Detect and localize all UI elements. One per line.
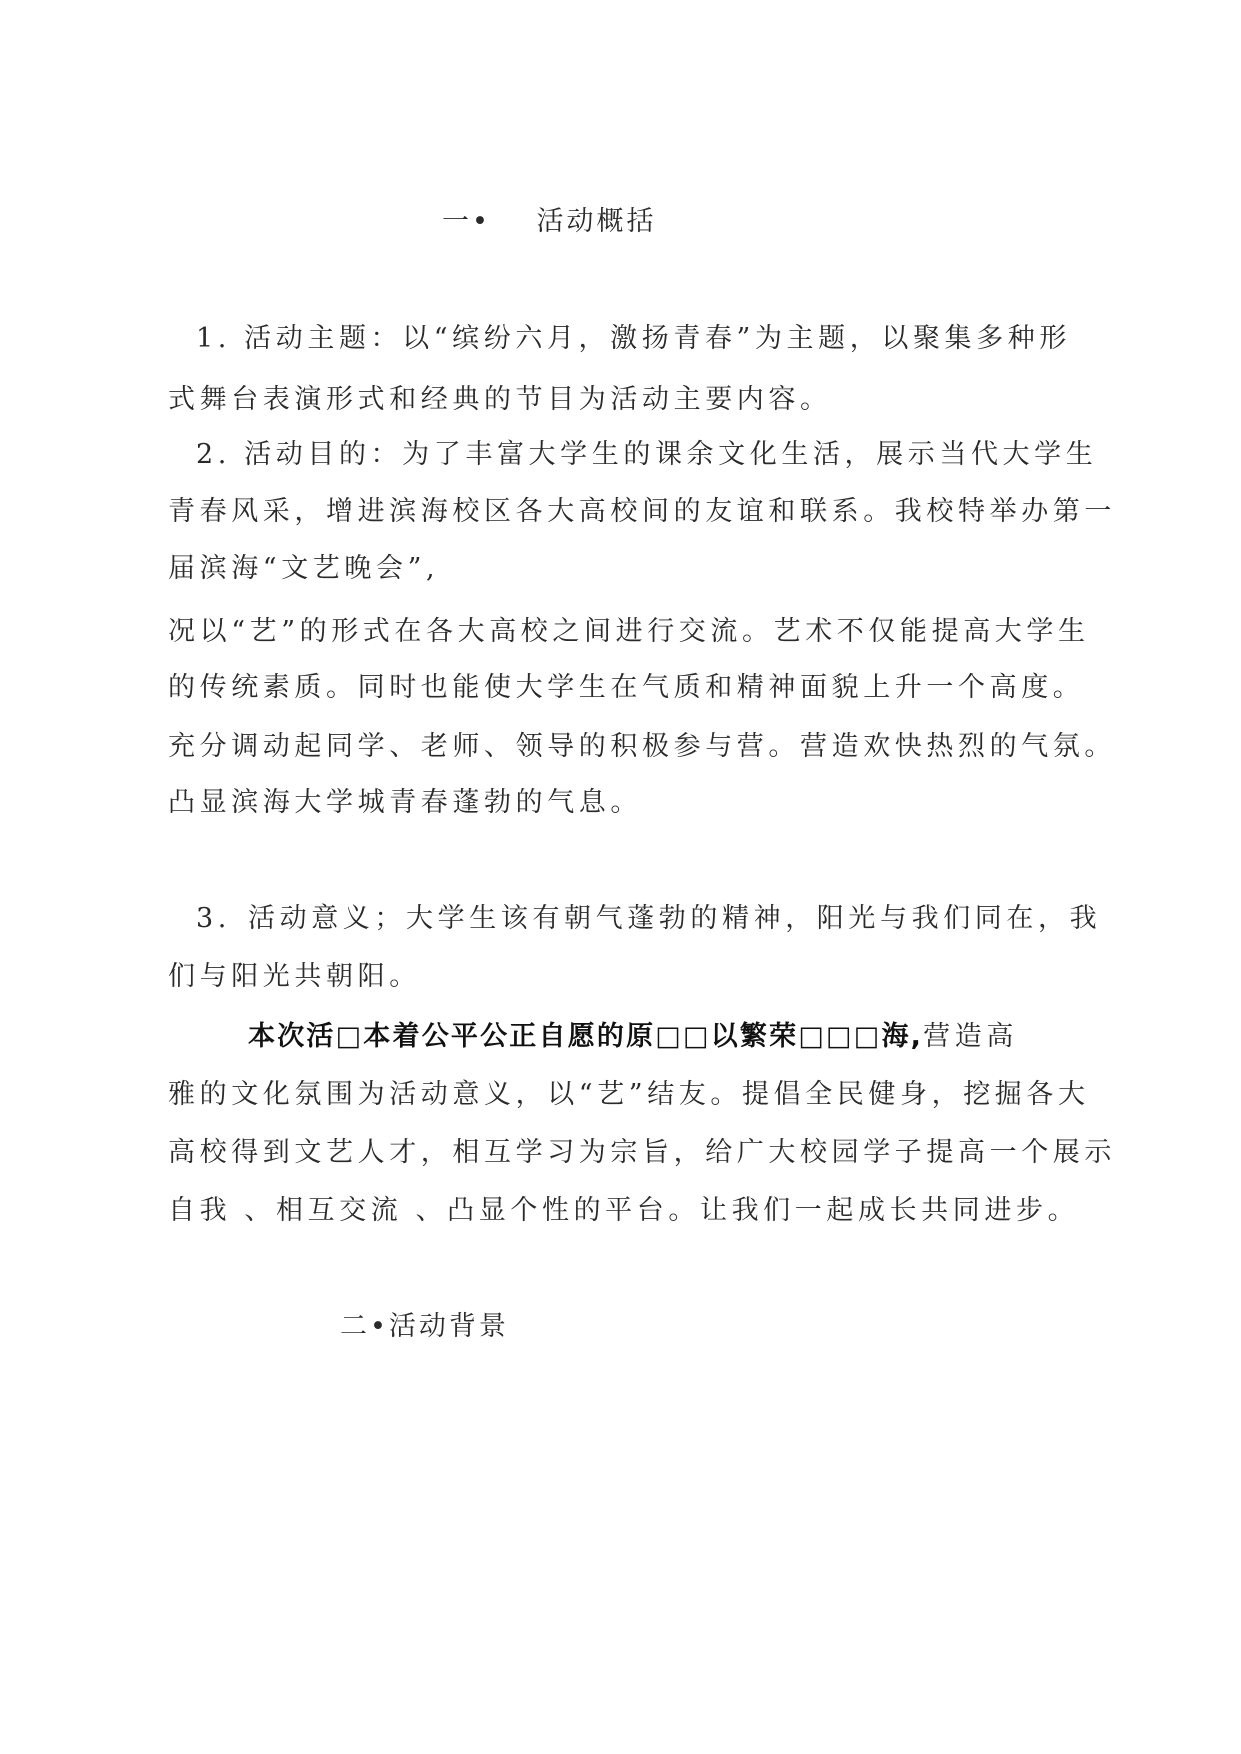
- item2-line: 凸显滨海大学城青春蓬勃的气息。: [168, 787, 642, 818]
- paragraph-line: 雅的文化氛围为活动意义，以“艺”结友。提倡全民健身，挖掘各大: [168, 1079, 1090, 1110]
- paragraph-text: 营造高: [923, 1021, 1018, 1052]
- section-number: 一•: [442, 206, 491, 237]
- item1-line: 1. 活动主题：以“缤纷六月，激扬青春”为主题，以聚集多种形: [196, 323, 1071, 354]
- item2-line: 届滨海“文艺晚会”,: [168, 553, 440, 584]
- item2-line: 青春风采，增进滨海校区各大高校间的友谊和联系。我校特举办第一: [168, 496, 1116, 527]
- paragraph-line: [248, 1020, 1018, 1054]
- item2-line: 况以“艺”的形式在各大高校之间进行交流。艺术不仅能提高大学生: [168, 616, 1090, 647]
- item3-line: 们与阳光共朝阳。: [168, 961, 421, 992]
- section-title: 活动概括: [536, 206, 657, 237]
- section-heading: [442, 205, 657, 239]
- item3-line: 活动意义；大学生该有朝气蓬勃的精神，阳光与我们同在，我: [248, 903, 1102, 934]
- item2-line: 的传统素质。同时也能使大学生在气质和精神面貌上升一个高度。: [168, 672, 1085, 703]
- paragraph-line: 高校得到文艺人才，相互学习为宗旨，给广大校园学子提高一个展示: [168, 1137, 1116, 1168]
- item1-line: 式舞台表演形式和经典的节目为活动主要内容。: [168, 384, 832, 415]
- section-heading: 二•活动背景: [340, 1311, 509, 1342]
- item2-line: 2. 活动目的：为了丰富大学生的课余文化生活，展示当代大学生: [196, 439, 1098, 470]
- paragraph-line: 自我 、相互交流 、凸显个性的平台。让我们一起成长共同进步。: [168, 1195, 1080, 1226]
- paragraph-bold-text: 本次活□本着公平公正自愿的原□□以繁荣□□□海,: [248, 1021, 924, 1052]
- item2-line: 充分调动起同学、老师、领导的积极参与营。营造欢快热烈的气氛。: [168, 731, 1116, 762]
- item3-number: 3.: [196, 903, 231, 934]
